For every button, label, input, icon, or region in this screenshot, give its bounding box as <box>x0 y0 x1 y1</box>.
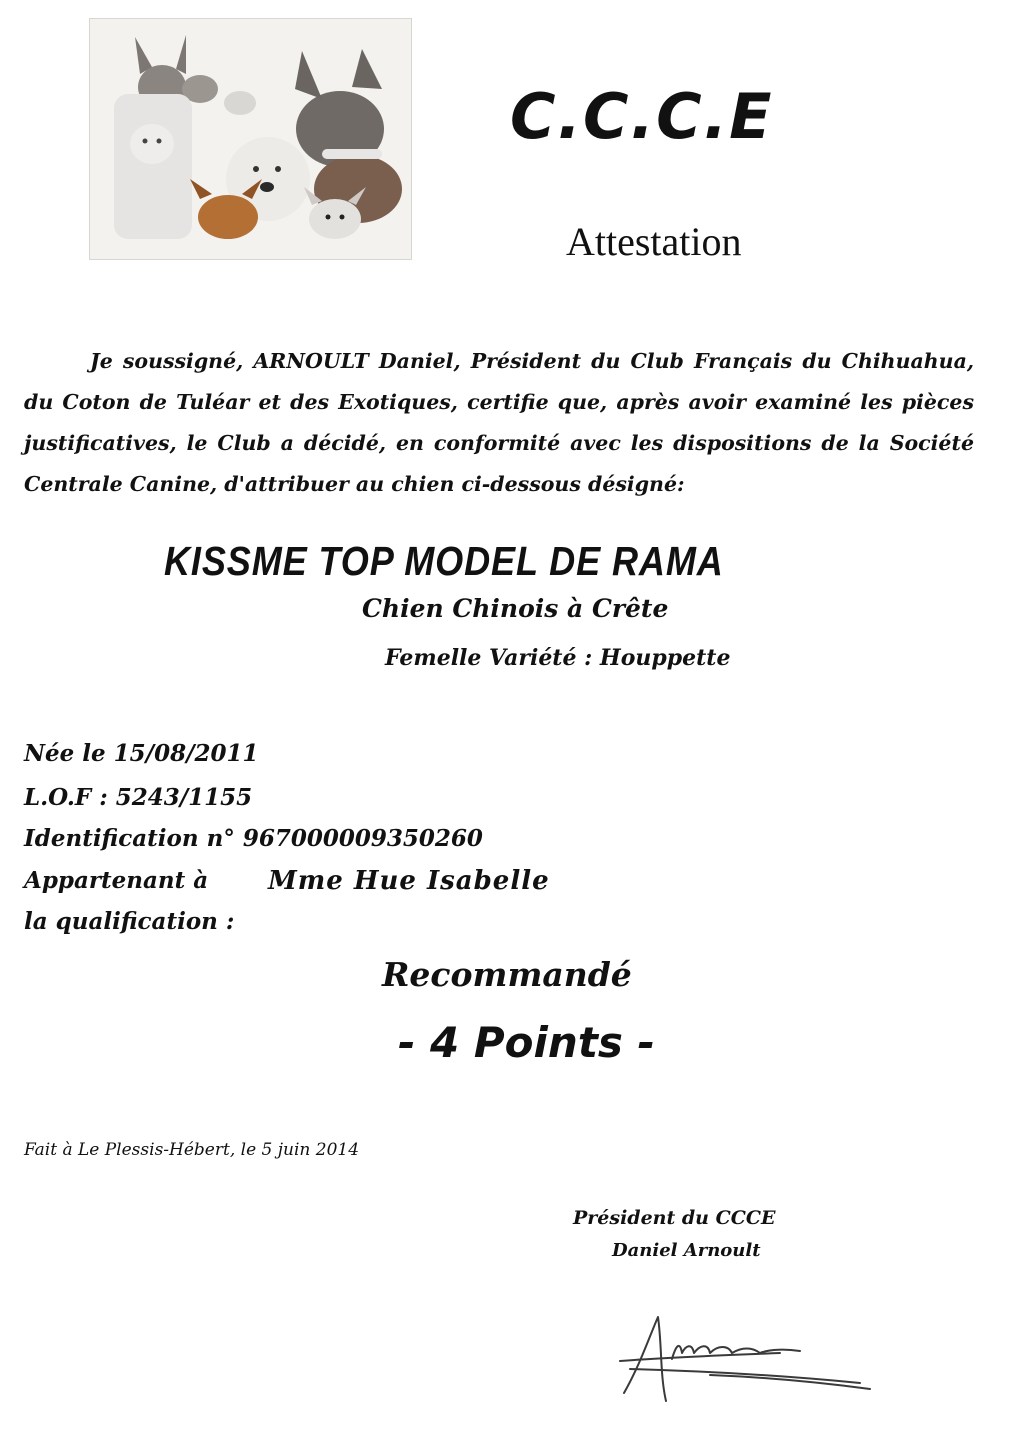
signer-title: Président du CCCE <box>573 1207 776 1229</box>
org-acronym: C.C.C.E <box>510 80 774 153</box>
dog-breeds-illustration <box>89 18 412 260</box>
dog-breed: Chien Chinois à Crête <box>362 594 669 623</box>
qualification-value: Recommandé <box>382 955 632 994</box>
identification-number: Identification n° 967000009350260 <box>24 825 483 852</box>
document-title: Attestation <box>566 219 742 264</box>
birth-date: Née le 15/08/2011 <box>24 740 259 767</box>
points-awarded: - 4 Points - <box>398 1018 655 1067</box>
lof-number: L.O.F : 5243/1155 <box>24 784 253 811</box>
intro-text: Je soussigné, ARNOULT Daniel, Président du Club Français du Chihuahua, du Coton de Tuléar et des Exotiques, certifie que, après avoir examiné les pièces justificatives, le Club a décidé, en conformité avec les dispositions de la Société Centrale Canine, d'attribuer au chien ci-dessous désigné: <box>24 349 974 496</box>
place-and-date: Fait à Le Plessis-Hébert, le 5 juin 2014 <box>24 1140 360 1160</box>
dog-name: KISSME TOP MODEL DE RAMA <box>164 538 724 584</box>
dog-variety: Femelle Variété : Houppette <box>385 645 731 671</box>
owner-label: Appartenant à <box>24 867 209 894</box>
owner-name: Mme Hue Isabelle <box>268 866 550 896</box>
handwritten-signature <box>610 1305 880 1415</box>
intro-paragraph <box>24 341 974 505</box>
signer-name: Daniel Arnoult <box>612 1240 761 1261</box>
qualification-label: la qualification : <box>24 908 235 935</box>
